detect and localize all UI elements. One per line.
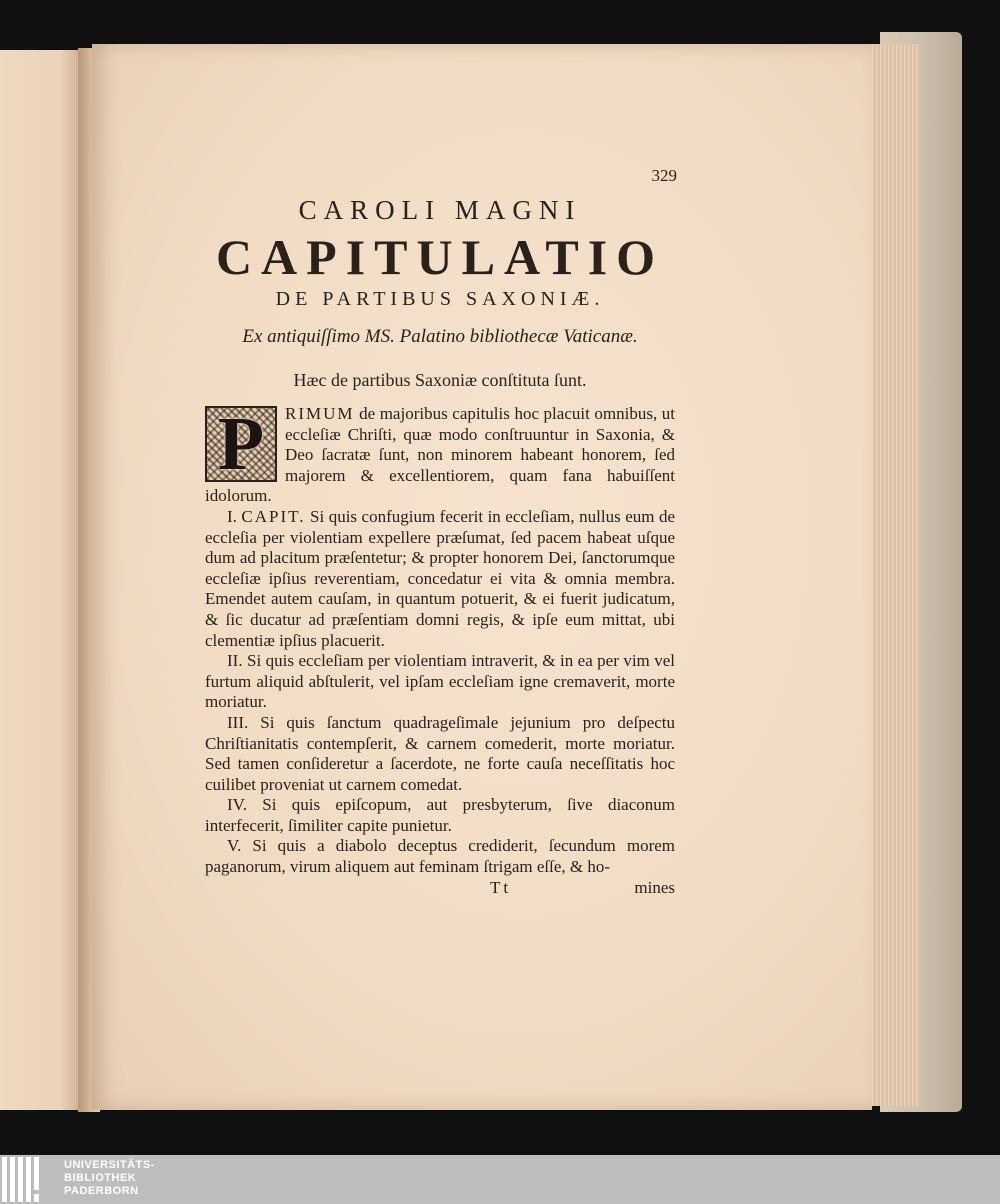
chapter-number: II. (227, 651, 243, 671)
logo-line-3: PADERBORN (64, 1185, 139, 1197)
chapter-number: III. (227, 712, 249, 732)
first-paragraph (205, 404, 675, 507)
chapter-label: CAPIT. (241, 506, 306, 526)
source-line: Ex antiquiſſimo MS. Palatino bibliothecæ Vaticanæ. (242, 326, 638, 347)
chapter-text: Si quis epiſcopum, aut presbyterum, ſive diaconum interfecerit, ſimiliter capite punietur. (205, 795, 675, 835)
chapter-5 (205, 836, 675, 877)
left-page-edge (0, 50, 84, 1110)
chapter-text: Si quis ſanctum quadrageſimale jejunium pro deſpectu Chriſtianitatis contempſerit, & carnem comederit, morte moriatur. Sed tamen conſideretur a ſacerdote, ne forte cauſa neceſſitatis hoc cuilibet proveniat ut carnem comedat. (205, 712, 676, 794)
heading-line-1: CAROLI MAGNI (298, 195, 582, 225)
first-paragraph-text: de majoribus capitulis hoc placuit omnibus, ut eccleſiæ Chriſti, quæ modo conſtruuntur in Saxonia, & Deo ſacratæ ſunt, non minorem habeant honorem, ſed majorem & excellentiorem, quam fana habuiſſent idolorum. (205, 404, 675, 506)
library-logo-icon (0, 1155, 56, 1204)
logo-line-1: UNIVERSITÄTS- (64, 1159, 155, 1171)
chapter-2 (205, 651, 675, 713)
chapter-text: Si quis eccleſiam per violentiam intraverit, & in ea per vim vel furtum aliquid abſtulerit, vel ipſam eccleſiam igne cremaverit, morte moriatur. (205, 651, 675, 712)
page-text (205, 160, 675, 898)
chapter-1 (205, 507, 675, 651)
library-logo-text (64, 1159, 155, 1198)
intro-line: Hæc de partibus Saxoniæ conſtituta ſunt. (293, 370, 587, 390)
initial-letter: P (217, 402, 265, 486)
chapter-number: IV. (227, 795, 247, 815)
heading-line-2: CAPITULATIO (215, 229, 665, 285)
page-footer (205, 878, 675, 898)
chapter-number: I. (227, 506, 237, 526)
page-number: 329 (651, 166, 677, 185)
catchword: mines (634, 877, 675, 897)
decorated-initial (205, 402, 277, 486)
signature-mark: Tt (490, 877, 512, 897)
library-logo-bar (0, 1155, 1000, 1204)
chapter-text: Si quis confugium fecerit in eccleſiam, nullus eum de eccleſia per violentiam expellere præſumat, ſed pacem habeat uſque dum ad placitum præſentetur; & propter honorem Dei, ſanctorumque eccleſiæ ipſius reverentiam, concedatur ei vita & omnia membra. Emendet autem cauſam, in quantum potuerit, & ei fuerit judicatum, & ſic ducatur ad præſentiam domni regis, & ipſe eum mittat, ubi clementiæ ipſius placuerit. (205, 506, 676, 650)
page-edges (868, 44, 920, 1106)
logo-line-2: BIBLIOTHEK (64, 1172, 137, 1184)
chapter-number: V. (227, 836, 242, 856)
chapter-4 (205, 795, 675, 836)
chapter-3 (205, 713, 675, 795)
chapter-text: Si quis a diabolo deceptus crediderit, ſecundum morem paganorum, virum aliquem aut feminam ſtrigam eſſe, & ho- (205, 836, 675, 877)
heading-line-3: DE PARTIBUS SAXONIÆ. (275, 288, 605, 310)
first-word: RIMUM (285, 404, 355, 423)
